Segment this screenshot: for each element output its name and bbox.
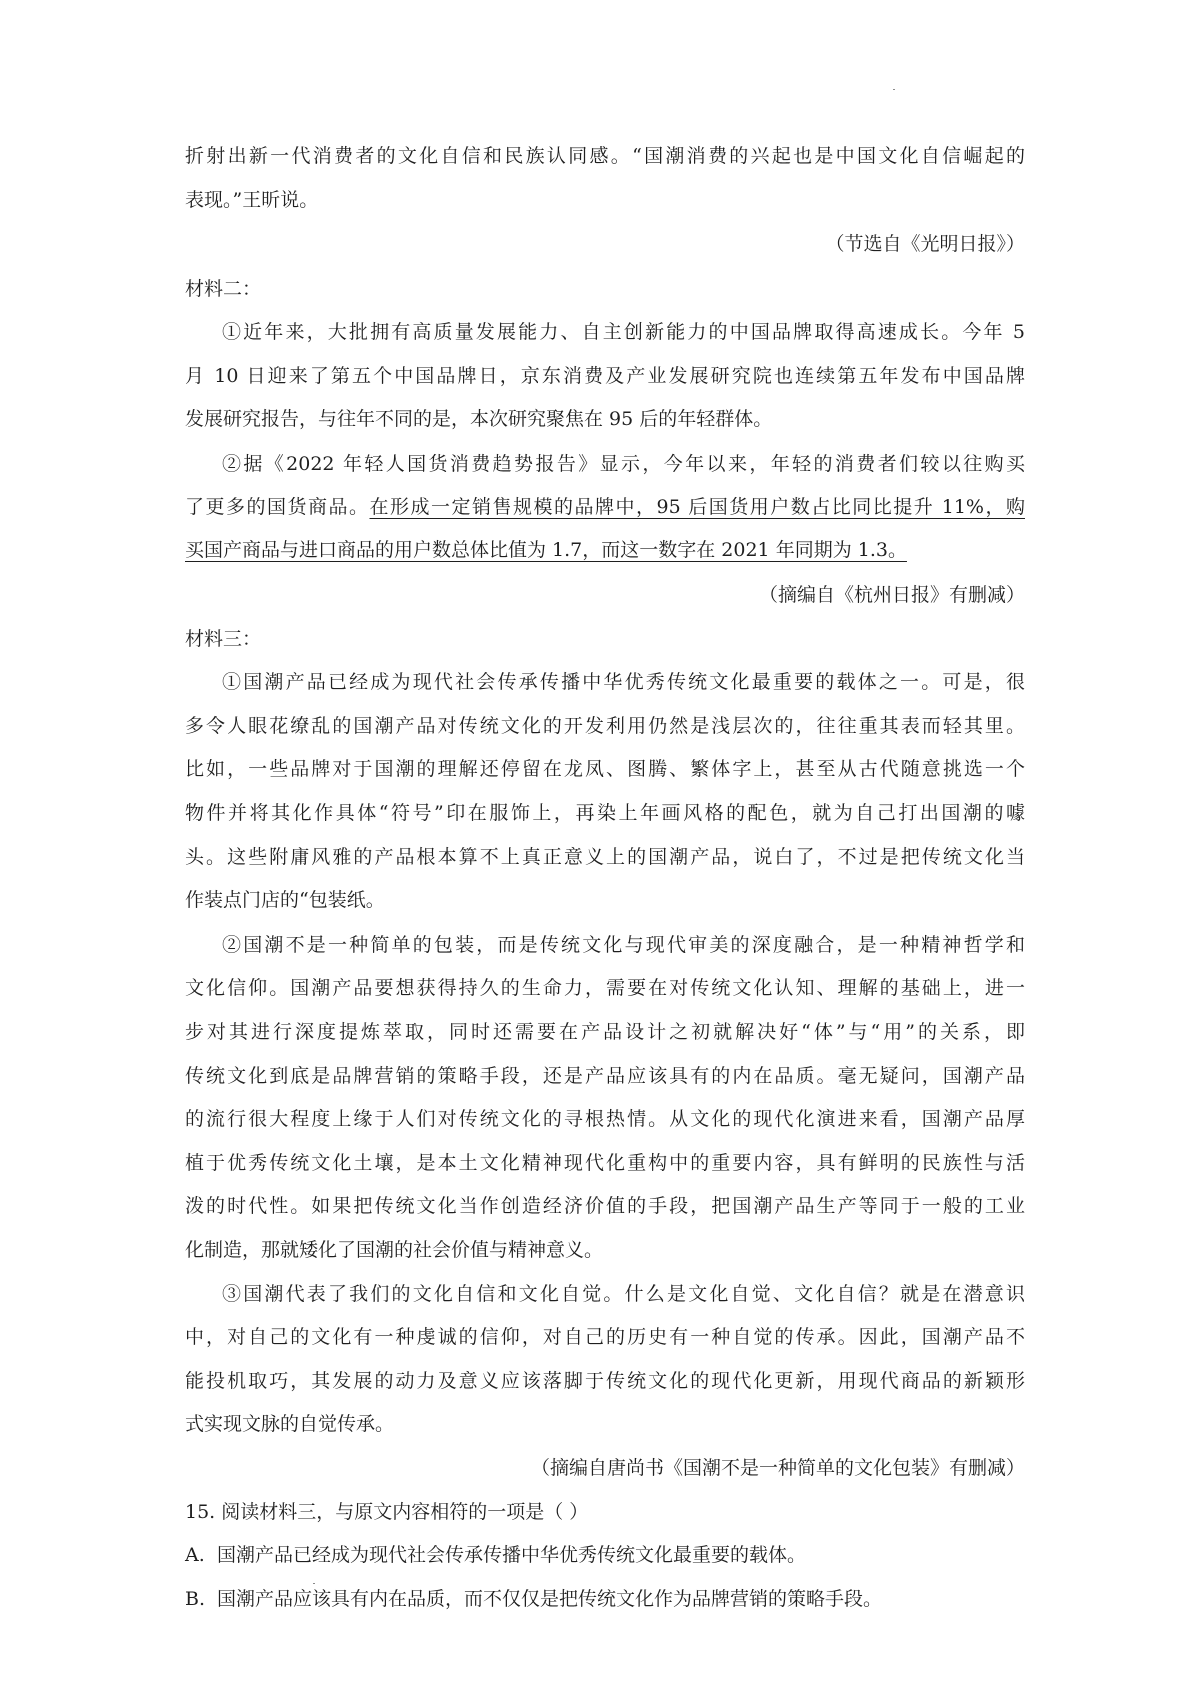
material3-p1-line: 多令人眼花缭乱的国潮产品对传统文化的开发利用仍然是浅层次的，往往重其表而轻其里。 <box>185 715 1025 737</box>
material3-p3-line: 中，对自己的文化有一种虔诚的信仰，对自己的历史有一种自觉的传承。因此，国潮产品不 <box>185 1326 1025 1348</box>
material3-p2-line: ②国潮不是一种简单的包装，而是传统文化与现代审美的深度融合，是一种精神哲学和 <box>222 934 1025 956</box>
material1-source: （节选自《光明日报》） <box>825 233 1025 255</box>
material3-p2-line: 泼的时代性。如果把传统文化当作创造经济价值的手段，把国潮产品生产等同于一般的工业 <box>185 1195 1025 1217</box>
material3-p3-line: ③国潮代表了我们的文化自信和文化自觉。什么是文化自觉、文化自信？就是在潜意识 <box>222 1283 1025 1305</box>
material2-p2-plain-text: 了更多的国货商品。 <box>185 496 370 518</box>
material3-p1-line: 比如，一些品牌对于国潮的理解还停留在龙凤、图腾、繁体字上，甚至从古代随意挑选一个 <box>185 758 1025 780</box>
material2-heading: 材料二： <box>185 278 262 300</box>
option-label: B. <box>185 1588 206 1610</box>
material3-heading: 材料三： <box>185 628 262 650</box>
option-label: A. <box>185 1544 205 1566</box>
material2-p1-line: ①近年来，大批拥有高质量发展能力、自主创新能力的中国品牌取得高速成长。今年 5 <box>222 321 1025 343</box>
material2-p2-line <box>185 537 907 563</box>
material2-p1-line: 月 10 日迎来了第五个中国品牌日，京东消费及产业发展研究院也连续第五年发布中国品牌 <box>185 365 1025 387</box>
material3-p3-line: 式实现文脉的自觉传承。 <box>185 1413 395 1435</box>
material2-p2-line: ②据《2022 年轻人国货消费趋势报告》显示，今年以来，年轻的消费者们较以往购买 <box>222 453 1025 475</box>
material3-p2-line: 化制造，那就矮化了国潮的社会价值与精神意义。 <box>185 1239 604 1261</box>
material1-tail-line: 表现。”王昕说。 <box>185 189 319 211</box>
option-text: 国潮产品已经成为现代社会传承传播中华优秀传统文化最重要的载体。 <box>217 1544 807 1566</box>
material3-p1-line: ①国潮产品已经成为现代社会传承传播中华优秀传统文化最重要的载体之一。可是，很 <box>222 671 1025 693</box>
material3-source: （摘编自唐尚书《国潮不是一种简单的文化包装》有删减） <box>530 1457 1025 1479</box>
material2-underlined-text: 买国产商品与进口商品的用户数总体比值为 1.7，而这一数字在 2021 年同期为 1.3。 <box>185 539 907 561</box>
material3-p2-line: 文化信仰。国潮产品要想获得持久的生命力，需要在对传统文化认知、理解的基础上，进一 <box>185 977 1025 999</box>
material3-p2-line: 步对其进行深度提炼萃取，同时还需要在产品设计之初就解决好“体”与“用”的关系，即 <box>185 1021 1025 1043</box>
scan-speck <box>313 1583 315 1584</box>
option-text: 国潮产品应该具有内在品质，而不仅仅是把传统文化作为品牌营销的策略手段。 <box>217 1588 883 1610</box>
question-15-option-a[interactable] <box>185 1542 806 1568</box>
question-15-option-b[interactable] <box>185 1586 882 1612</box>
material3-p2-line: 植于优秀传统文化土壤，是本土文化精神现代化重构中的重要内容，具有鲜明的民族性与活 <box>185 1152 1025 1174</box>
material3-p3-line: 能投机取巧，其发展的动力及意义应该落脚于传统文化的现代化更新，用现代商品的新颖形 <box>185 1370 1025 1392</box>
material1-tail-line: 折射出新一代消费者的文化自信和民族认同感。“国潮消费的兴起也是中国文化自信崛起的 <box>185 145 1025 167</box>
material2-underlined-text: 在形成一定销售规模的品牌中，95 后国货用户数占比同比提升 11%，购 <box>369 496 1025 518</box>
material3-p1-line: 物件并将其化作具体“符号”印在服饰上，再染上年画风格的配色，就为自己打出国潮的噱 <box>185 802 1025 824</box>
material2-source: （摘编自《杭州日报》有删减） <box>758 584 1025 606</box>
material3-p1-line: 头。这些附庸风雅的产品根本算不上真正意义上的国潮产品，说白了，不过是把传统文化当 <box>185 846 1025 868</box>
material3-p2-line: 传统文化到底是品牌营销的策略手段，还是产品应该具有的内在品质。毫无疑问，国潮产品 <box>185 1065 1025 1087</box>
material3-p1-line: 作装点门店的“包装纸。 <box>185 889 385 911</box>
scan-speck <box>893 89 895 90</box>
material2-p1-line: 发展研究报告，与往年不同的是，本次研究聚焦在 95 后的年轻群体。 <box>185 408 773 430</box>
material3-p2-line: 的流行很大程度上缘于人们对传统文化的寻根热情。从文化的现代化演进来看，国潮产品厚 <box>185 1108 1025 1130</box>
question-15-stem: 15. 阅读材料三，与原文内容相符的一项是（ ） <box>185 1501 589 1523</box>
material2-p2-line <box>185 494 1025 520</box>
